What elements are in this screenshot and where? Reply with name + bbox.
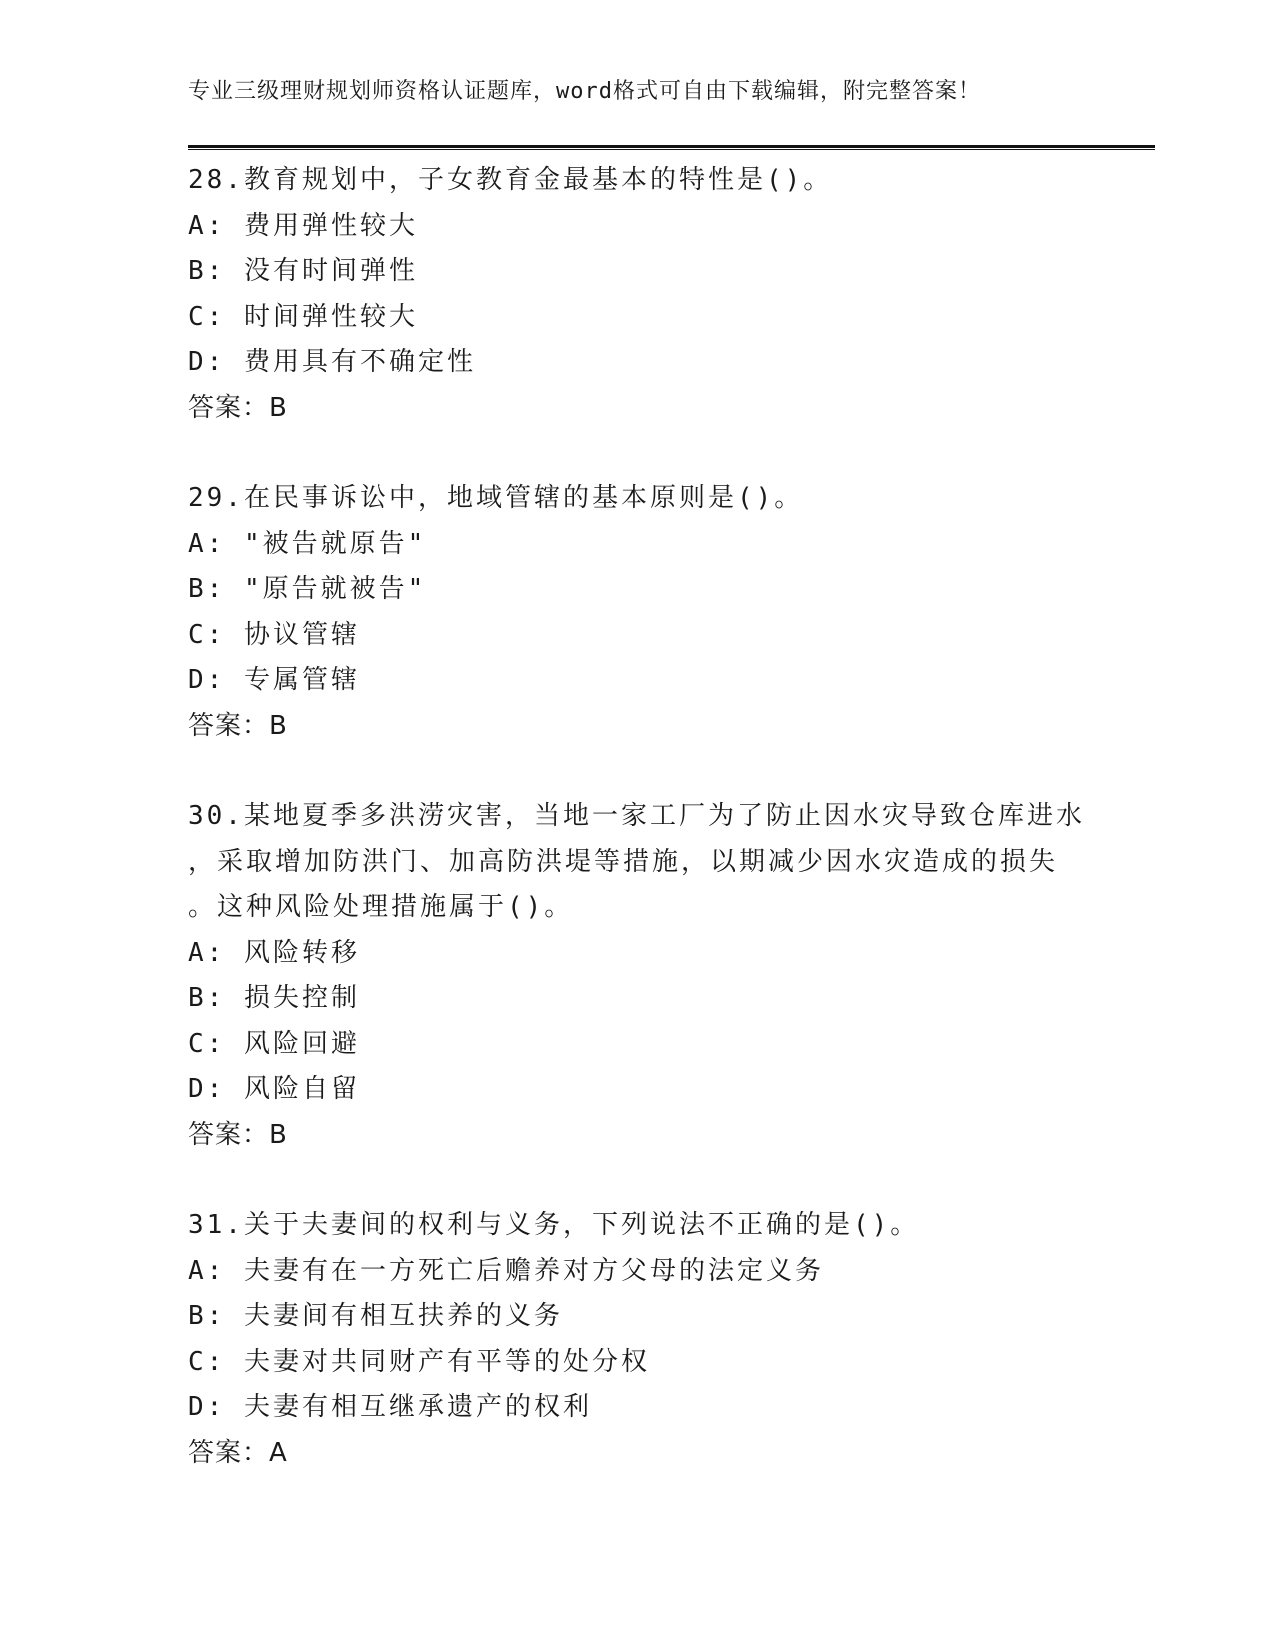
question-31: [188, 1203, 1148, 1476]
option-c: C: 时间弹性较大: [188, 301, 418, 332]
question-stem-cont: ，采取增加防洪门、加高防洪堤等措施，以期减少因水灾造成的损失: [188, 846, 1059, 877]
option-c: C: 风险回避: [188, 1028, 360, 1059]
option-a: A: 风险转移: [188, 937, 360, 968]
question-list: [188, 158, 1148, 1521]
option-c: C: 夫妻对共同财产有平等的处分权: [188, 1346, 650, 1377]
option-b: B: "原告就被告": [188, 574, 427, 604]
option-a: A: "被告就原告": [188, 528, 427, 559]
question-stem: 28.教育规划中，子女教育金最基本的特性是()。: [188, 165, 833, 195]
question-stem-cont: 。这种风险处理措施属于()。: [188, 892, 574, 922]
answer-line: 答案：B: [188, 392, 288, 423]
option-b: B: 夫妻间有相互扶养的义务: [188, 1301, 563, 1331]
question-28: [188, 158, 1148, 431]
option-c: C: 协议管辖: [188, 619, 360, 650]
question-stem: 31.关于夫妻间的权利与义务，下列说法不正确的是()。: [188, 1210, 920, 1240]
question-29: [188, 476, 1148, 749]
option-b: B: 没有时间弹性: [188, 256, 418, 286]
option-d: D: 夫妻有相互继承遗产的权利: [188, 1392, 592, 1422]
question-stem: 30.某地夏季多洪涝灾害，当地一家工厂为了防止因水灾导致仓库进水: [188, 801, 1085, 831]
question-stem: 29.在民事诉讼中，地域管辖的基本原则是()。: [188, 483, 804, 513]
answer-line: 答案：A: [188, 1437, 288, 1468]
option-d: D: 风险自留: [188, 1074, 360, 1104]
option-d: D: 费用具有不确定性: [188, 347, 476, 377]
answer-line: 答案：B: [188, 1119, 288, 1150]
option-d: D: 专属管辖: [188, 665, 360, 695]
question-30: [188, 794, 1148, 1158]
option-a: A: 夫妻有在一方死亡后赡养对方父母的法定义务: [188, 1255, 824, 1286]
answer-line: 答案：B: [188, 710, 288, 741]
page-header: 专业三级理财规划师资格认证题库，word格式可自由下载编辑，附完整答案！: [188, 79, 981, 104]
header-rule: [188, 145, 1155, 150]
option-b: B: 损失控制: [188, 983, 360, 1013]
option-a: A: 费用弹性较大: [188, 210, 418, 241]
